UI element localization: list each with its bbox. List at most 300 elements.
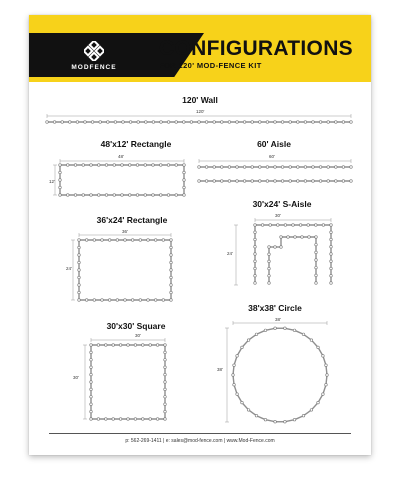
fence-post [167, 164, 170, 167]
fence-post [78, 254, 81, 257]
fence-post [164, 373, 167, 376]
fence-post [221, 166, 224, 169]
fence-post [335, 121, 338, 124]
fence-post [268, 267, 271, 270]
fence-post [170, 276, 173, 279]
fence-post [325, 364, 328, 367]
fence-post [160, 121, 163, 124]
fence-post [268, 260, 271, 263]
fence-post [78, 276, 81, 279]
fence-post [85, 239, 88, 242]
fence-post [170, 246, 173, 249]
fence-post [259, 180, 262, 183]
fence-post [53, 121, 56, 124]
fence-post [78, 269, 81, 272]
fence-post [302, 333, 305, 336]
fence-post [136, 194, 139, 197]
fence-post [122, 121, 125, 124]
fence-post [254, 260, 257, 263]
fence-post [85, 299, 88, 302]
fence-post [342, 180, 345, 183]
fence-post [170, 254, 173, 257]
fence-post [274, 166, 277, 169]
fence-post [90, 366, 93, 369]
fence-post [280, 236, 283, 239]
fence-post [134, 418, 137, 421]
fence-post [90, 396, 93, 399]
fence-post [170, 269, 173, 272]
fence-post [164, 366, 167, 369]
fence-post [154, 299, 157, 302]
fence-post [69, 121, 72, 124]
fence-post [243, 180, 246, 183]
fence-post [304, 166, 307, 169]
fence-post [119, 418, 122, 421]
fence-post [128, 164, 131, 167]
fence-post [136, 164, 139, 167]
fence-post [105, 418, 108, 421]
fence-post [105, 194, 108, 197]
fence-post [78, 239, 81, 242]
fence-post [297, 180, 300, 183]
fence-post [317, 346, 320, 349]
fence-post [315, 243, 318, 246]
fence-post [243, 121, 246, 124]
fence-post [315, 282, 318, 285]
fence-post [164, 344, 167, 347]
fence-post [139, 299, 142, 302]
fence-post [274, 121, 277, 124]
fence-post [350, 166, 353, 169]
fence-post [205, 166, 208, 169]
page-title: CONFIGURATIONS [159, 37, 353, 60]
aisle-width-label: 60' [269, 154, 275, 159]
fence-post [164, 418, 167, 421]
fence-post [254, 267, 257, 270]
fence-post [255, 333, 258, 336]
fence-post [90, 403, 93, 406]
fence-post [293, 418, 296, 421]
fence-post [90, 418, 93, 421]
fence-post [164, 396, 167, 399]
fence-post [312, 121, 315, 124]
fence-post [127, 344, 130, 347]
fence-post [274, 327, 277, 330]
fence-post [101, 239, 104, 242]
fence-post [326, 374, 329, 377]
fence-post [90, 359, 93, 362]
fence-post [113, 194, 116, 197]
fence-post [284, 420, 287, 423]
fence-post [137, 121, 140, 124]
fence-post [281, 180, 284, 183]
fence-post [97, 418, 100, 421]
circle-title: 38'x38' Circle [248, 303, 302, 313]
fence-post [251, 166, 254, 169]
fence-post [322, 355, 325, 358]
fence-post [243, 166, 246, 169]
fence-post [254, 253, 257, 256]
fence-post [221, 121, 224, 124]
fence-post [289, 121, 292, 124]
fence-post [90, 164, 93, 167]
fence-post [198, 166, 201, 169]
fence-post [149, 418, 152, 421]
fence-post [304, 180, 307, 183]
fence-post [97, 164, 100, 167]
fence-post [183, 179, 186, 182]
fence-post [76, 121, 79, 124]
fence-post [315, 274, 318, 277]
rect48-title: 48'x12' Rectangle [100, 139, 172, 149]
fence-post [113, 164, 116, 167]
fence-post [268, 275, 271, 278]
fence-post [307, 224, 310, 227]
fence-post [304, 121, 307, 124]
fence-post [213, 121, 216, 124]
fence-post [330, 253, 333, 256]
fence-post [254, 245, 257, 248]
fence-post [183, 121, 186, 124]
fence-post [221, 180, 224, 183]
fence-post [281, 166, 284, 169]
fence-post [170, 291, 173, 294]
fence-post [183, 164, 186, 167]
fence-post [233, 364, 236, 367]
fence-post [147, 299, 150, 302]
fence-post [124, 239, 127, 242]
fence-post [268, 282, 271, 285]
fence-post [297, 166, 300, 169]
fence-post [59, 194, 62, 197]
fence-post [78, 246, 81, 249]
fence-post [268, 246, 271, 249]
wall-title: 120' Wall [182, 95, 218, 105]
fence-post [159, 164, 162, 167]
fence-post [108, 239, 111, 242]
saisle-width-label: 30' [275, 213, 281, 218]
fence-post [152, 194, 155, 197]
fence-post [112, 344, 115, 347]
fence-post [108, 299, 111, 302]
fence-post [152, 121, 155, 124]
fence-post [119, 344, 122, 347]
fence-post [319, 166, 322, 169]
fence-post [175, 194, 178, 197]
fence-post [350, 121, 353, 124]
square-height-label: 30' [73, 375, 79, 380]
fence-post [266, 180, 269, 183]
fence-post [93, 299, 96, 302]
logo-wordmark: MODFENCE [71, 64, 117, 71]
fence-post [93, 239, 96, 242]
fence-post [317, 401, 320, 404]
fence-post [232, 374, 235, 377]
fence-post [274, 180, 277, 183]
fence-post [175, 164, 178, 167]
fence-post [114, 121, 117, 124]
fence-post [301, 236, 304, 239]
fence-post [266, 166, 269, 169]
fence-post [289, 180, 292, 183]
fence-post [319, 180, 322, 183]
fence-post [330, 245, 333, 248]
fence-post [292, 224, 295, 227]
fence-post [228, 121, 231, 124]
fence-post [149, 344, 152, 347]
fence-post [280, 246, 283, 249]
fence-post [330, 260, 333, 263]
fence-post [330, 224, 333, 227]
fence-post [330, 231, 333, 234]
fence-post [97, 344, 100, 347]
fence-post [78, 299, 81, 302]
fence-post [315, 266, 318, 269]
fence-post [142, 418, 145, 421]
fence-post [330, 282, 333, 285]
fence-post [284, 327, 287, 330]
fence-post [90, 344, 93, 347]
fence-post [46, 121, 49, 124]
fence-post [350, 180, 353, 183]
fence-post [254, 274, 257, 277]
fence-post [90, 351, 93, 354]
fence-post [259, 121, 262, 124]
fence-post [82, 194, 85, 197]
fence-post [112, 418, 115, 421]
fence-post [167, 121, 170, 124]
rect36-width-label: 36' [122, 229, 128, 234]
fence-post [264, 329, 267, 332]
fence-post [335, 180, 338, 183]
fence-post [162, 299, 165, 302]
fence-post [327, 166, 330, 169]
fence-post [319, 121, 322, 124]
fence-post [134, 344, 137, 347]
fence-post [236, 121, 239, 124]
fence-post [61, 121, 64, 124]
fence-post [152, 164, 155, 167]
fence-post [266, 121, 269, 124]
fence-post [144, 194, 147, 197]
fence-post [145, 121, 148, 124]
fence-post [101, 299, 104, 302]
fence-post [139, 239, 142, 242]
fence-post [251, 180, 254, 183]
fence-post [274, 246, 277, 249]
page-subtitle: FOR 120' MOD-FENCE KIT [159, 61, 262, 70]
circle-width-label: 38' [275, 317, 281, 322]
fence-post [254, 282, 257, 285]
fence-post [289, 166, 292, 169]
fence-post [254, 224, 257, 227]
fence-post [74, 164, 77, 167]
fence-post [233, 383, 236, 386]
fence-post [105, 164, 108, 167]
wall-width-label: 120' [196, 109, 205, 114]
fence-post [236, 180, 239, 183]
fence-post [299, 224, 302, 227]
fence-post [241, 346, 244, 349]
fence-post [183, 186, 186, 189]
fence-post [156, 344, 159, 347]
fence-post [162, 239, 165, 242]
fence-post [247, 409, 250, 412]
fence-post [277, 224, 280, 227]
fence-post [312, 166, 315, 169]
fence-post [90, 410, 93, 413]
fence-post [154, 239, 157, 242]
footer-contact: p: 562-269-1411 | e: sales@mod-fence.com | www.Mod-Fence.com [125, 438, 275, 444]
fence-post [90, 388, 93, 391]
fence-post [198, 121, 201, 124]
fence-post [90, 373, 93, 376]
fence-post [164, 381, 167, 384]
fence-post [183, 171, 186, 174]
fence-post [228, 180, 231, 183]
fence-post [322, 224, 325, 227]
fence-post [325, 383, 328, 386]
fence-post [251, 121, 254, 124]
circle-height-label: 38' [217, 367, 223, 372]
fence-post [213, 180, 216, 183]
fence-post [90, 381, 93, 384]
fence-post [302, 414, 305, 417]
fence-post [78, 261, 81, 264]
fence-post [66, 164, 69, 167]
fence-post [91, 121, 94, 124]
fence-post [127, 418, 130, 421]
fence-post [259, 166, 262, 169]
fence-post [315, 236, 318, 239]
fence-post [315, 224, 318, 227]
fence-post [144, 164, 147, 167]
fence-post [342, 121, 345, 124]
fence-post [147, 239, 150, 242]
fence-post [294, 236, 297, 239]
fence-post [164, 410, 167, 413]
rect48-width-label: 48' [118, 154, 124, 159]
fence-post [78, 291, 81, 294]
fence-post [281, 121, 284, 124]
fence-post [330, 238, 333, 241]
fence-post [297, 121, 300, 124]
fence-post [170, 299, 173, 302]
fence-post [116, 299, 119, 302]
fence-post [310, 409, 313, 412]
fence-post [129, 121, 132, 124]
fence-post [167, 194, 170, 197]
saisle-height-label: 24' [227, 251, 233, 256]
fence-post [121, 164, 124, 167]
fence-post [268, 253, 271, 256]
fence-post [254, 238, 257, 241]
fence-post [236, 393, 239, 396]
fence-post [254, 231, 257, 234]
square-title: 30'x30' Square [106, 321, 166, 331]
fence-post [315, 259, 318, 262]
fence-post [59, 186, 62, 189]
square-width-label: 30' [135, 333, 141, 338]
fence-post [97, 194, 100, 197]
fence-post [90, 194, 93, 197]
fence-post [284, 224, 287, 227]
footer-divider [49, 433, 351, 434]
fence-post [66, 194, 69, 197]
fence-post [183, 194, 186, 197]
fence-post [322, 393, 325, 396]
fence-post [327, 121, 330, 124]
fence-post [82, 164, 85, 167]
fence-post [308, 236, 311, 239]
fence-post [131, 299, 134, 302]
fence-post [293, 329, 296, 332]
fence-post [205, 180, 208, 183]
fence-post [335, 166, 338, 169]
fence-post [107, 121, 110, 124]
fence-post [190, 121, 193, 124]
fence-post [228, 166, 231, 169]
fence-post [84, 121, 87, 124]
fence-post [287, 236, 290, 239]
fence-post [164, 359, 167, 362]
fence-post [78, 284, 81, 287]
fence-post [264, 418, 267, 421]
fence-post [315, 251, 318, 254]
fence-post [99, 121, 102, 124]
fence-post [74, 194, 77, 197]
fence-post [255, 414, 258, 417]
saisle-title: 30'x24' S-Aisle [252, 199, 312, 209]
fence-post [124, 299, 127, 302]
fence-post [327, 180, 330, 183]
aisle-title: 60' Aisle [257, 139, 291, 149]
fence-post [236, 166, 239, 169]
fence-post [175, 121, 178, 124]
fence-post [170, 239, 173, 242]
fence-post [59, 164, 62, 167]
fence-post [121, 194, 124, 197]
fence-post [205, 121, 208, 124]
spec-sheet [29, 15, 371, 455]
fence-post [330, 267, 333, 270]
fence-post [142, 344, 145, 347]
fence-post [312, 180, 315, 183]
fence-post [164, 351, 167, 354]
fence-post [131, 239, 134, 242]
rect36-height-label: 24' [66, 266, 72, 271]
fence-post [170, 284, 173, 287]
fence-post [105, 344, 108, 347]
fence-post [156, 418, 159, 421]
fence-post [128, 194, 131, 197]
fence-post [261, 224, 264, 227]
fence-post [198, 180, 201, 183]
fence-post [170, 261, 173, 264]
fence-post [330, 274, 333, 277]
fence-post [310, 339, 313, 342]
fence-post [241, 401, 244, 404]
fence-diagrams [29, 15, 371, 455]
fence-post [164, 403, 167, 406]
fence-post [116, 239, 119, 242]
fence-post [159, 194, 162, 197]
dimension-lines [47, 114, 351, 422]
fence-post [342, 166, 345, 169]
rect48-height-label: 12' [49, 179, 55, 184]
fence-post [274, 420, 277, 423]
fence-post [236, 355, 239, 358]
